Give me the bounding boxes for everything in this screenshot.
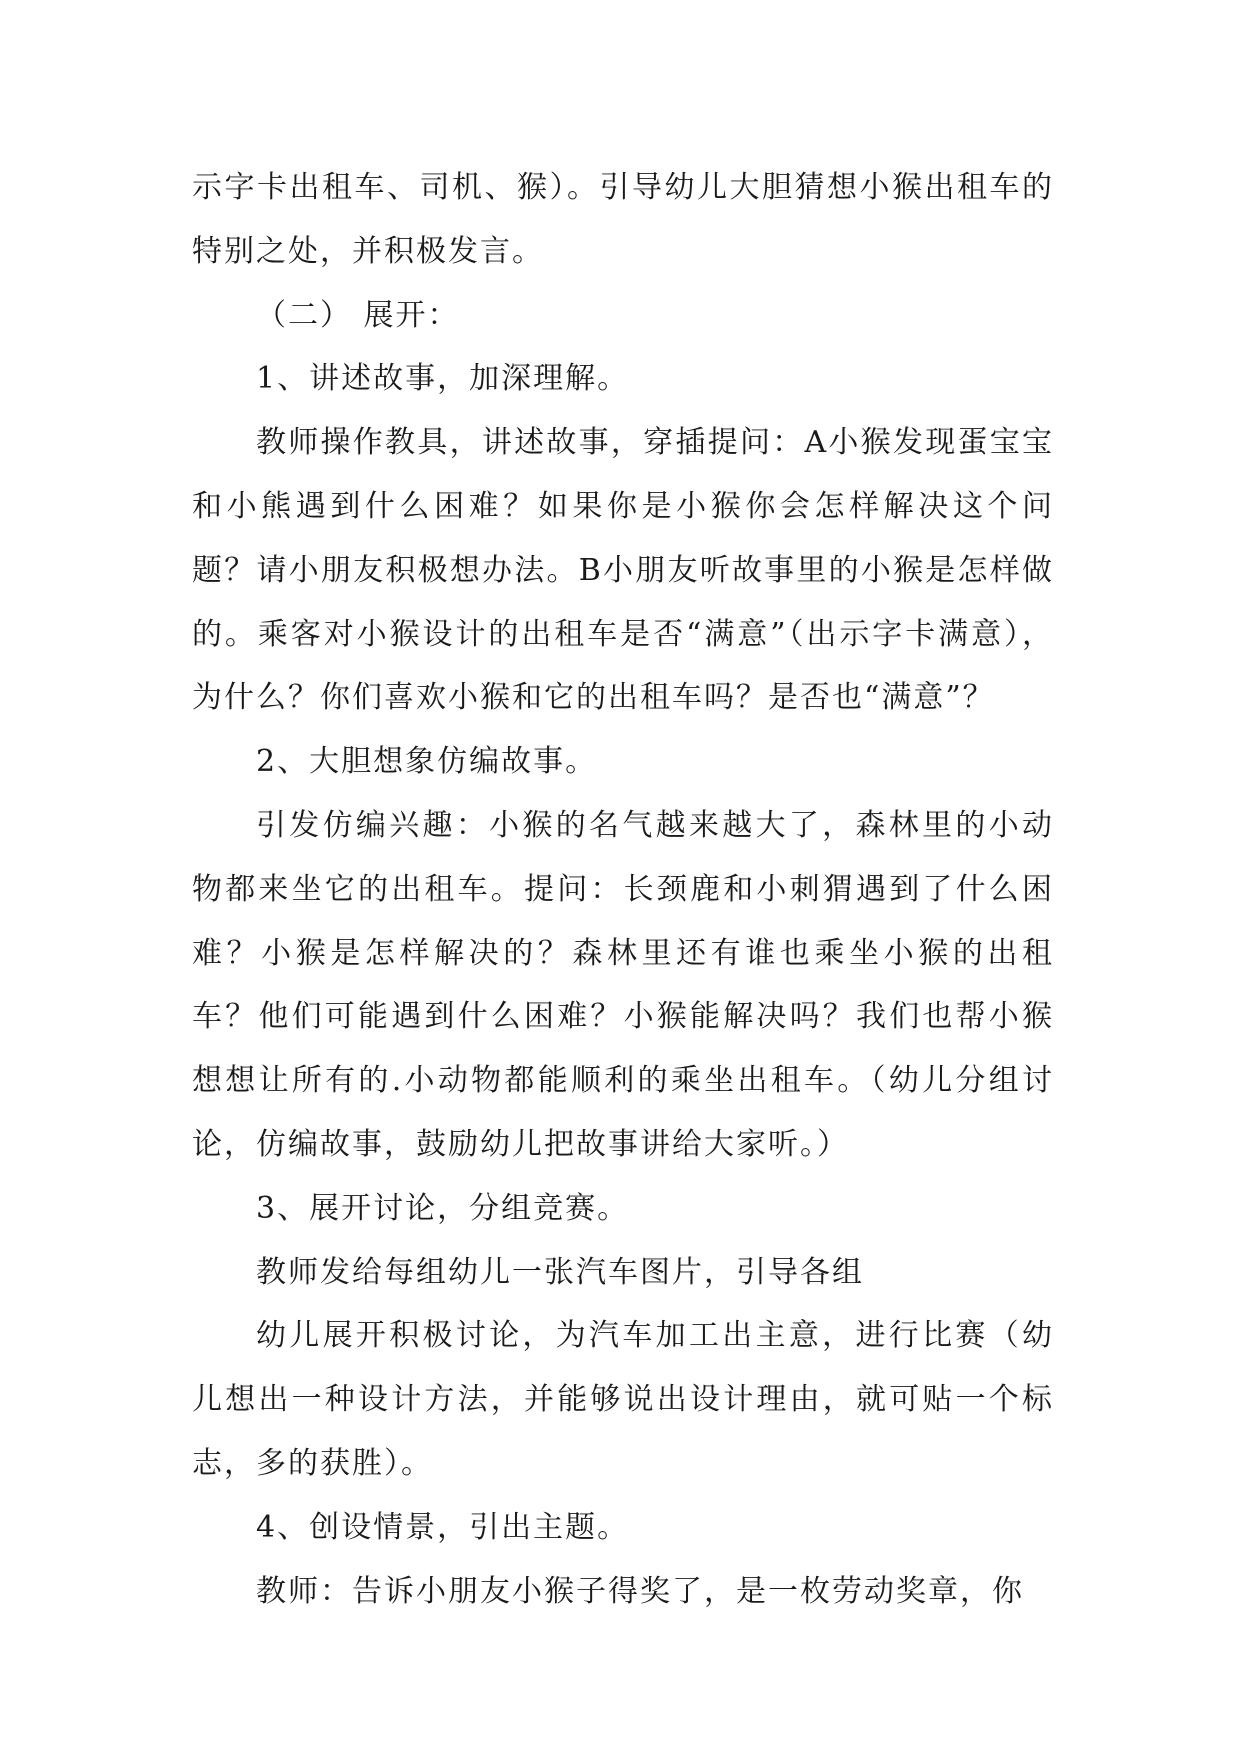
section-heading: （二） 展开： bbox=[256, 297, 460, 333]
step-heading: 1、讲述故事，加深理解。 bbox=[256, 361, 630, 397]
paragraph: 教师：告诉小朋友小猴子得奖了，是一枚劳动奖章，你 bbox=[256, 1573, 1024, 1609]
paragraph: 教师发给每组幼儿一张汽车图片，引导各组 bbox=[256, 1254, 864, 1290]
document-body bbox=[192, 156, 1054, 1623]
step-heading: 2、大胆想象仿编故事。 bbox=[256, 744, 598, 780]
paragraph: 引发仿编兴趣：小猴的名气越来越大了，森林里的小动物都来坐它的出租车。提问：长颈鹿和小刺猬遇到了什么困难？小猴是怎样解决的？森林里还有谁也乘坐小猴的出租车？他们可能遇到什么困难？小猴能解决吗？我们也帮小猴想想让所有的.小动物都能顺利的乘坐出租车。（幼儿分组讨论，仿编故事，鼓励幼儿把故事讲给大家听。） bbox=[192, 807, 1054, 1162]
step-heading: 3、展开讨论，分组竞赛。 bbox=[256, 1190, 630, 1226]
step-heading: 4、创设情景，引出主题。 bbox=[256, 1509, 630, 1545]
paragraph: 幼儿展开积极讨论，为汽车加工出主意，进行比赛（幼儿想出一种设计方法，并能够说出设计理由，就可贴一个标志，多的获胜）。 bbox=[192, 1318, 1054, 1481]
paragraph-continuation: 示字卡出租车、司机、猴）。引导幼儿大胆猜想小猴出租车的特别之处，并积极发言。 bbox=[192, 170, 1054, 269]
paragraph: 教师操作教具，讲述故事，穿插提问：A小猴发现蛋宝宝和小熊遇到什么困难？如果你是小猴你会怎样解决这个问题？请小朋友积极想办法。B小朋友听故事里的小猴是怎样做的。乘客对小猴设计的出租车是否“满意”（出示字卡满意），为什么？你们喜欢小猴和它的出租车吗？是否也“满意”？ bbox=[192, 425, 1054, 716]
